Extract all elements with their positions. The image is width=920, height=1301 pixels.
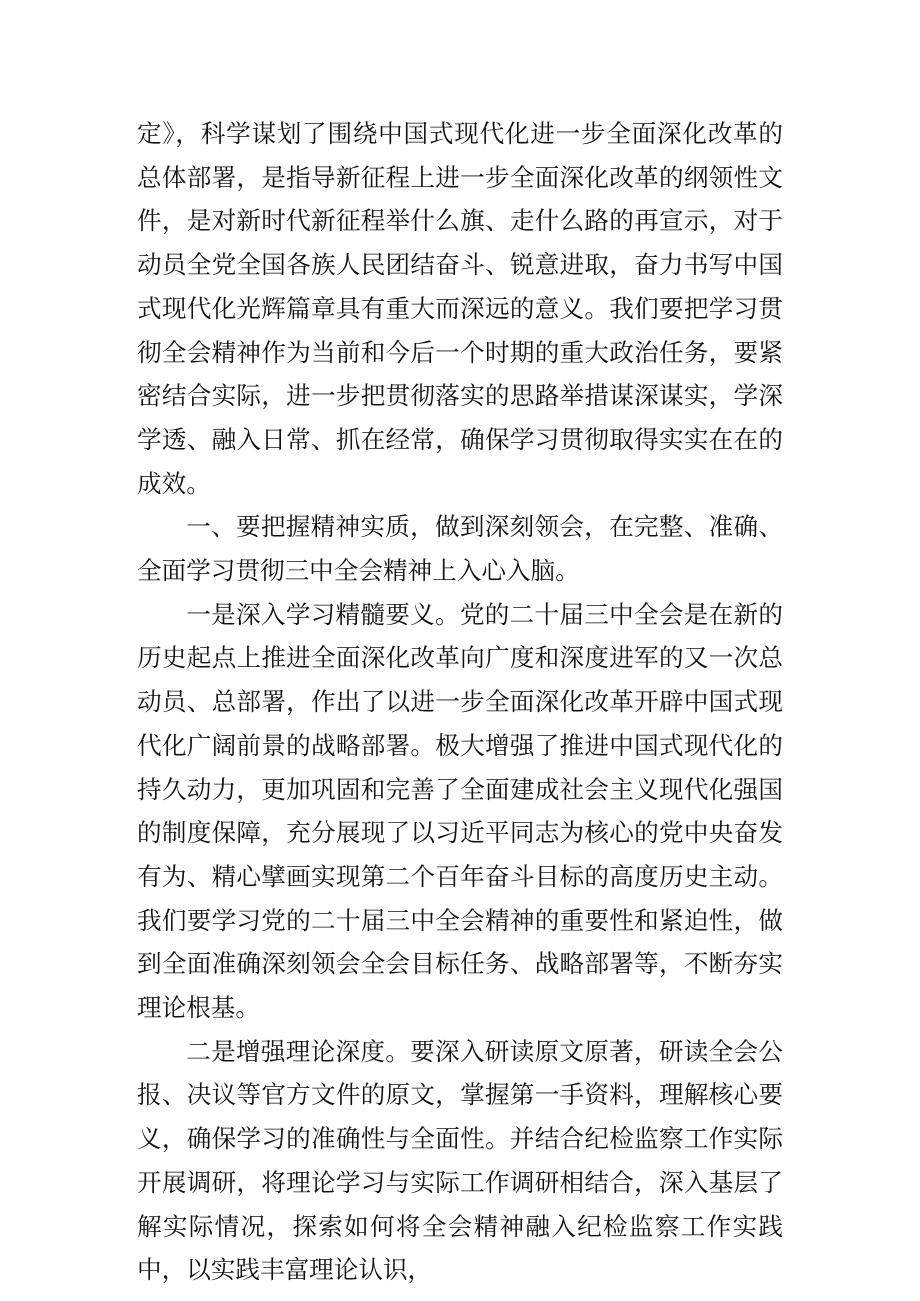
- section-heading-one: 一、要把握精神实质，做到深刻领会，在完整、准确、全面学习贯彻三中全会精神上入心入脑。: [137, 512, 783, 586]
- paragraph-point-two: 二是增强理论深度。要深入研读原文原著，研读全会公报、决议等官方文件的原文，掌握第一手资料，理解核心要义，确保学习的准确性与全面性。并结合纪检监察工作实际开展调研，将理论学习与实际工作调研相结合，深入基层了解实际情况，探索如何将全会精神融入纪检监察工作实践中，以实践丰富理论认识，: [137, 1036, 783, 1285]
- paragraph-continuation: 定》，科学谋划了围绕中国式现代化进一步全面深化改革的总体部署，是指导新征程上进一步全面深化改革的纲领性文件，是对新时代新征程举什么旗、走什么路的再宣示，对于动员全党全国各族人民团结奋斗、锐意进取，奋力书写中国式现代化光辉篇章具有重大而深远的意义。我们要把学习贯彻全会精神作为当前和今后一个时期的重大政治任务，要紧密结合实际，进一步把贯彻落实的思路举措谋深谋实，学深学透、融入日常、抓在经常，确保学习贯彻取得实实在在的成效。: [137, 119, 783, 498]
- document-body: [137, 112, 783, 1292]
- paragraph-point-one: 一是深入学习精髓要义。党的二十届三中全会是在新的历史起点上推进全面深化改革向广度和深度进军的又一次总动员、总部署，作出了以进一步全面深化改革开辟中国式现代化广阔前景的战略部署。极大增强了推进中国式现代化的持久动力，更加巩固和完善了全面建成社会主义现代化强国的制度保障，充分展现了以习近平同志为核心的党中央奋发有为、精心擘画实现第二个百年奋斗目标的高度历史主动。我们要学习党的二十届三中全会精神的重要性和紧迫性，做到全面准确深刻领会全会目标任务、战略部署等，不断夯实理论根基。: [137, 599, 783, 1023]
